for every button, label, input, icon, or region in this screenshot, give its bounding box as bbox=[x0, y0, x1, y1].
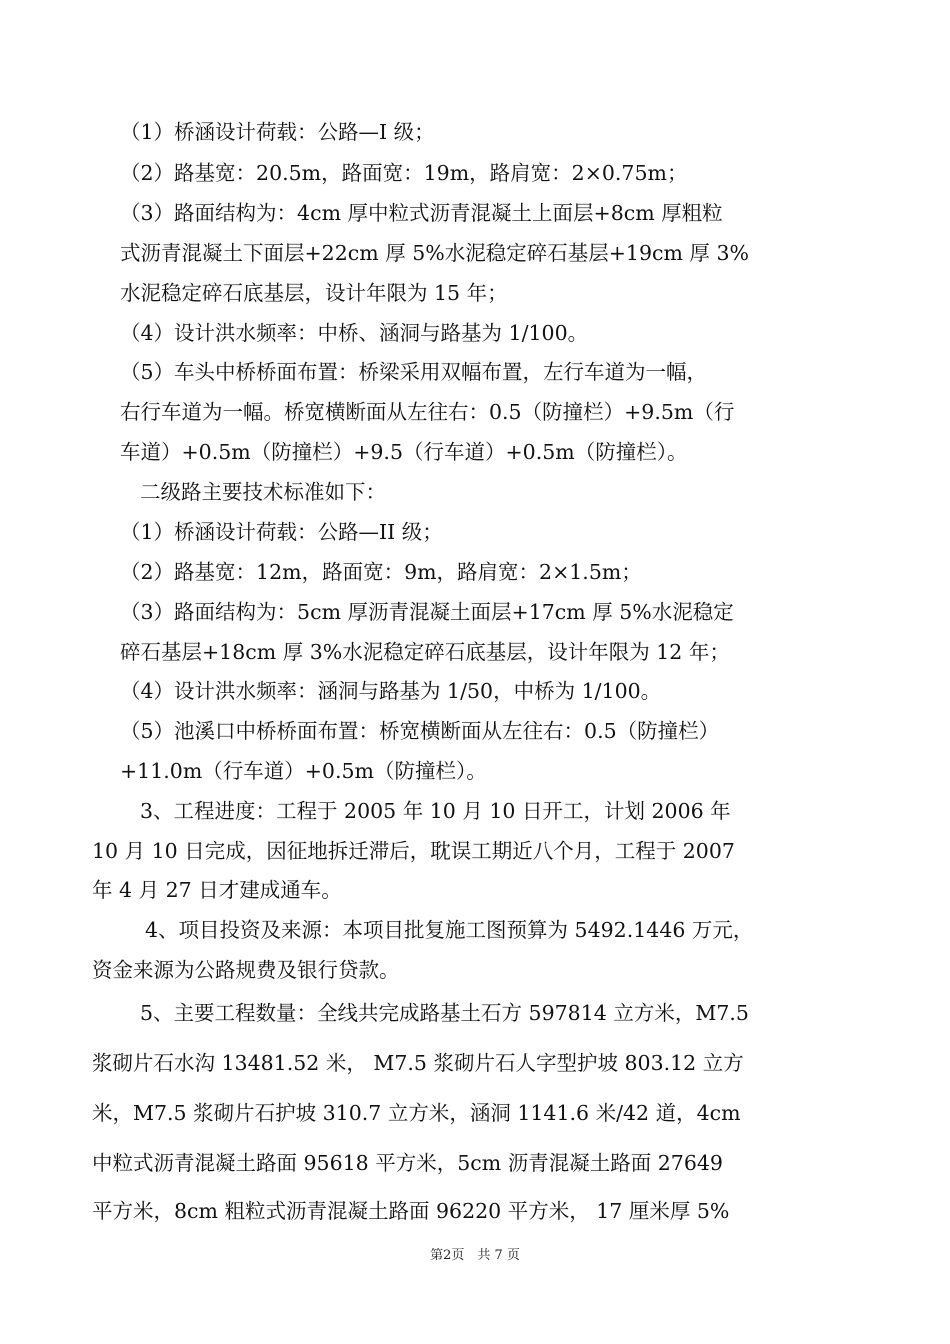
text-line: （2）路基宽：12m，路面宽：9m，路肩宽：2×1.5m； bbox=[120, 560, 642, 584]
text-line: （3）路面结构为：5cm 厚沥青混凝土面层+17cm 厚 5%水泥稳定 bbox=[120, 600, 734, 624]
text-line: （5）池溪口中桥桥面布置：桥宽横断面从左往右：0.5（防撞栏） bbox=[120, 719, 720, 743]
text-line: （2）路基宽：20.5m，路面宽：19m，路肩宽：2×0.75m； bbox=[120, 161, 688, 185]
text-line: 车道）+0.5m（防撞栏）+9.5（行车道）+0.5m（防撞栏）。 bbox=[120, 440, 688, 464]
text-line: 资金来源为公路规费及银行贷款。 bbox=[92, 958, 400, 982]
text-line: +11.0m（行车道）+0.5m（防撞栏）。 bbox=[120, 759, 487, 783]
text-line: 米，M7.5 浆砌片石护坡 310.7 立方米，涵洞 1141.6 米/42 道，4cm bbox=[92, 1101, 741, 1125]
text-line: 5、主要工程数量：全线共完成路基土石方 597814 立方米，M7.5 bbox=[140, 1001, 749, 1025]
text-line: 右行车道为一幅。桥宽横断面从左往右：0.5（防撞栏）+9.5m（行 bbox=[120, 400, 735, 424]
text-line: 10 月 10 日完成，因征地拆迁滞后，耽误工期近八个月，工程于 2007 bbox=[92, 839, 735, 863]
text-line: 年 4 月 27 日才建成通车。 bbox=[92, 878, 342, 902]
text-line: 平方米，8cm 粗粒式沥青混凝土路面 96220 平方米， 17 厘米厚 5% bbox=[92, 1199, 730, 1223]
text-line: 3、工程进度：工程于 2005 年 10 月 10 日开工，计划 2006 年 bbox=[140, 799, 731, 823]
text-line: 式沥青混凝土下面层+22cm 厚 5%水泥稳定碎石基层+19cm 厚 3% bbox=[120, 241, 749, 265]
text-line: （4）设计洪水频率：中桥、涵洞与路基为 1/100。 bbox=[120, 321, 589, 345]
text-line: 碎石基层+18cm 厚 3%水泥稳定碎石底基层，设计年限为 12 年； bbox=[120, 640, 730, 664]
text-line: （1）桥涵设计荷载：公路—II 级； bbox=[120, 520, 443, 544]
text-line: 水泥稳定碎石底基层，设计年限为 15 年； bbox=[120, 281, 508, 305]
text-line: （5）车头中桥桥面布置：桥梁采用双幅布置，左行车道为一幅， bbox=[120, 360, 708, 384]
text-line: （1）桥涵设计荷载：公路—I 级； bbox=[120, 120, 435, 144]
text-line: 中粒式沥青混凝土路面 95618 平方米，5cm 沥青混凝土路面 27649 bbox=[92, 1151, 723, 1175]
text-line: 浆砌片石水沟 13481.52 米， M7.5 浆砌片石人字型护坡 803.12 立方 bbox=[92, 1051, 744, 1075]
section-heading: 二级路主要技术标准如下： bbox=[140, 480, 386, 504]
text-line: （3）路面结构为：4cm 厚中粒式沥青混凝土上面层+8cm 厚粗粒 bbox=[120, 201, 723, 225]
page-number-footer: 第2页 共 7 页 bbox=[430, 1248, 520, 1263]
text-line: （4）设计洪水频率：涵洞与路基为 1/50，中桥为 1/100。 bbox=[120, 679, 662, 703]
text-line: 4、项目投资及来源：本项目批复施工图预算为 5492.1446 万元， bbox=[145, 918, 754, 942]
